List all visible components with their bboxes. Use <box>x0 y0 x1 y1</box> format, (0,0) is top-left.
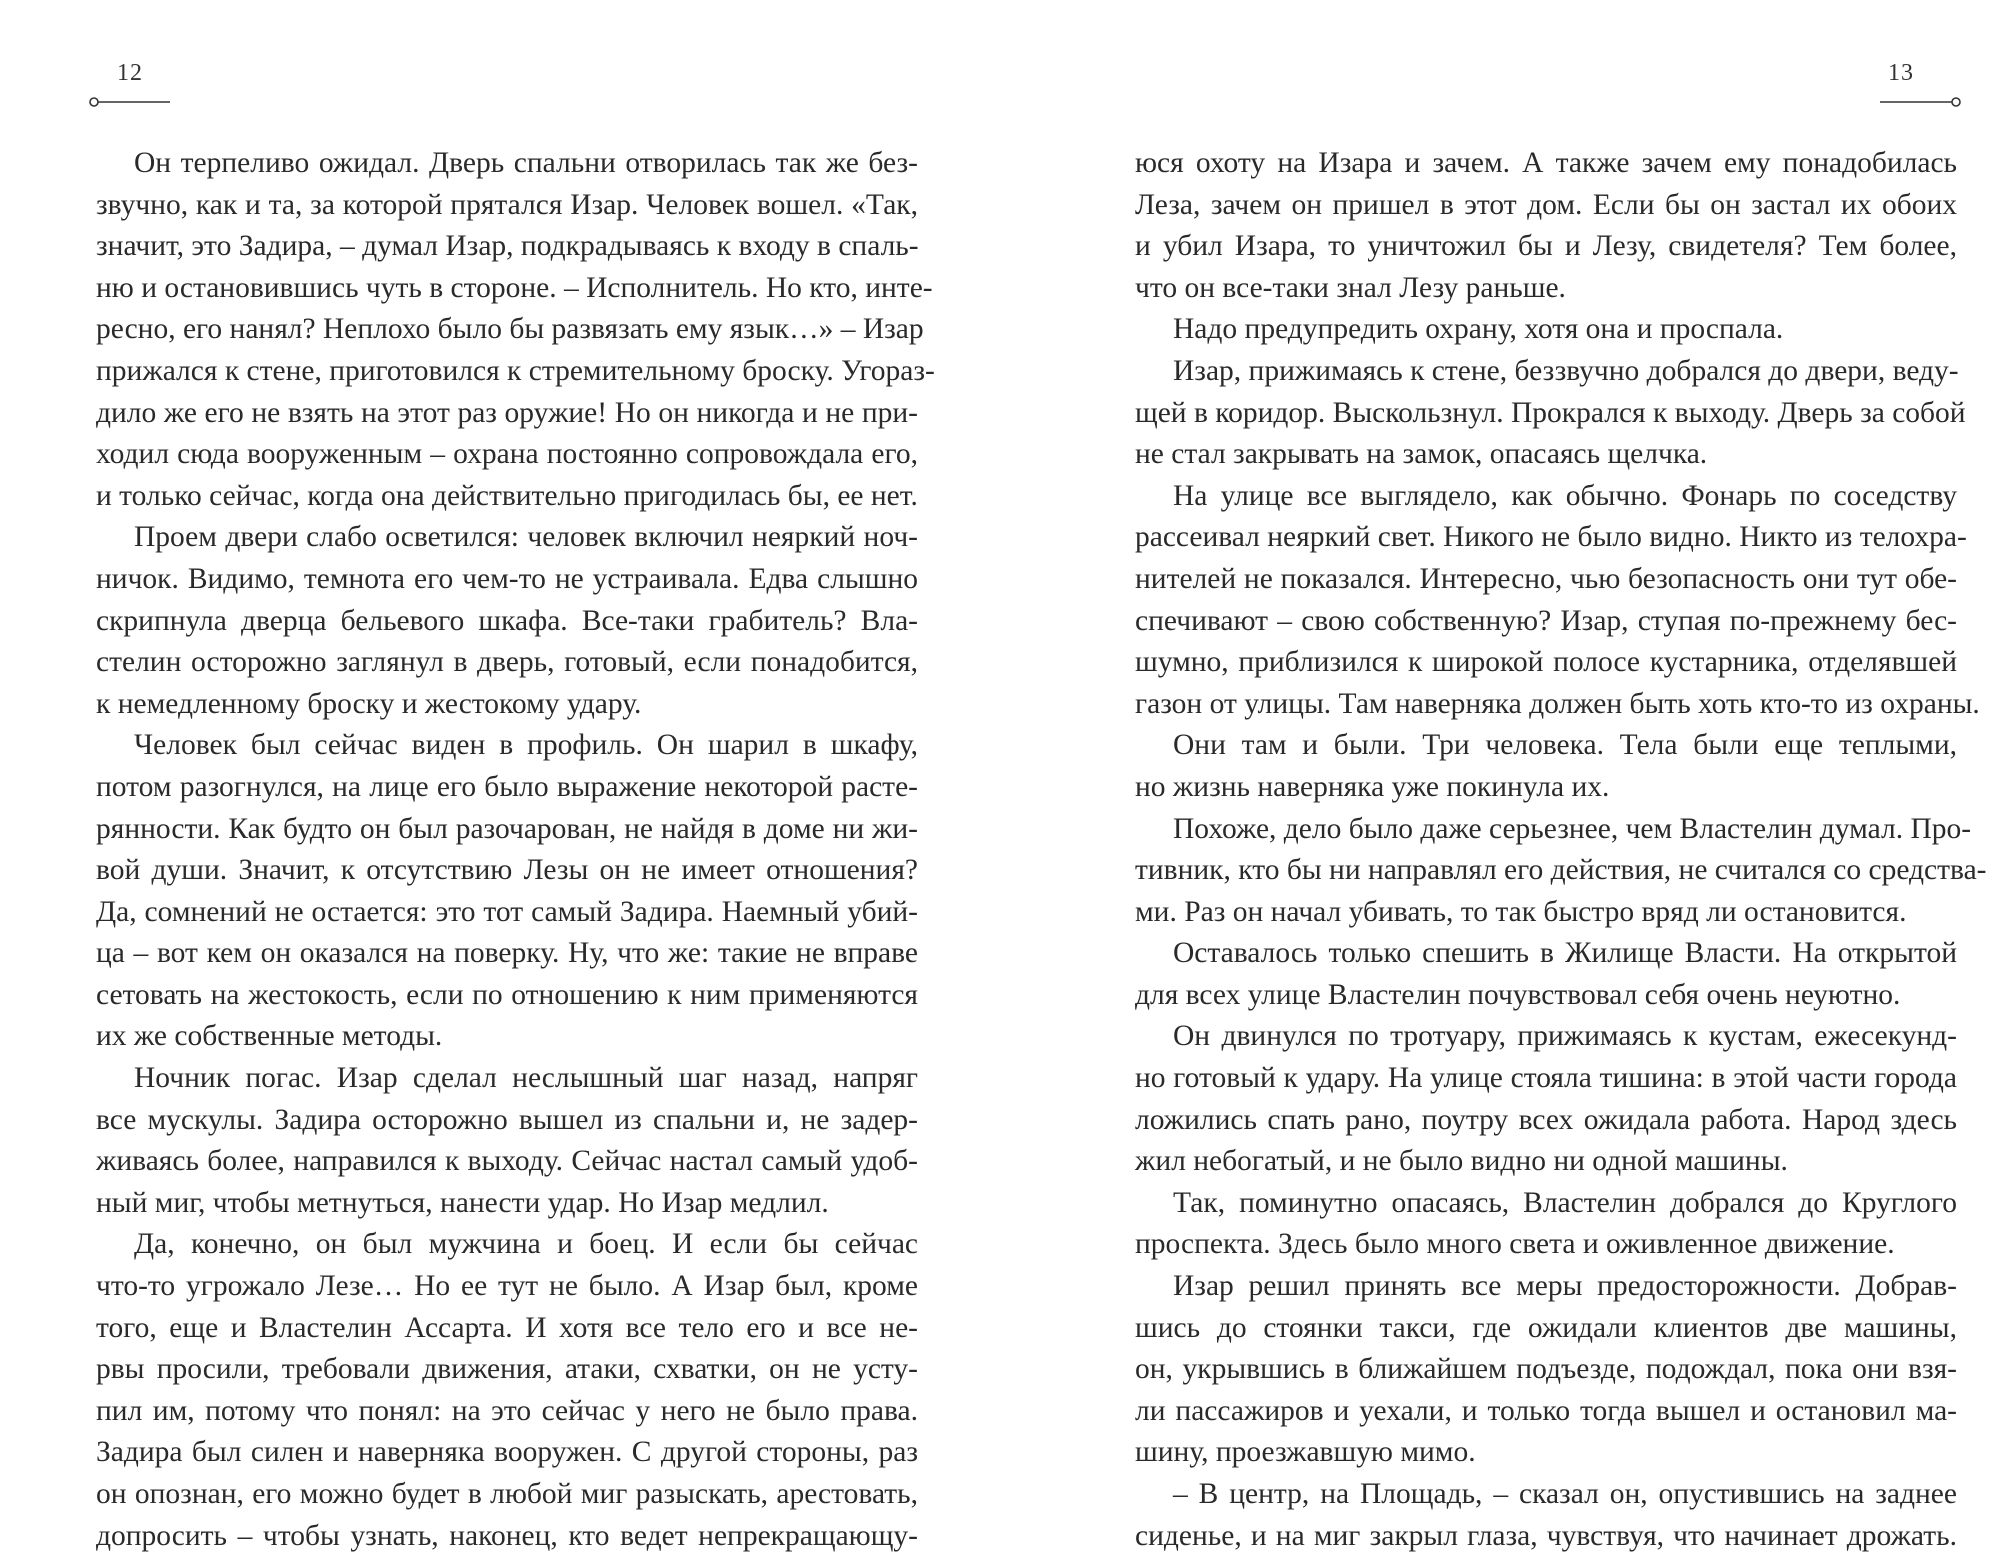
text-line: тивник, кто бы ни направлял его действия, не считался со средства- <box>1135 854 1987 887</box>
text-line: что он все-таки знал Лезу раньше. <box>1135 271 1566 304</box>
text-line: Он терпеливо ожидал. Дверь спальни отворилась так же без- <box>134 147 918 179</box>
text-line: пил им, потому что понял: на это сейчас у него не было права. <box>96 1394 918 1427</box>
text-line: вой души. Значит, к отсутствию Лезы он не имеет отношения? <box>96 854 918 887</box>
text-line: Так, поминутно опасаясь, Властелин добрался до Круглого <box>1173 1186 1957 1219</box>
text-line: он, укрывшись в ближайшем подъезде, подождал, пока они взя- <box>1135 1353 1957 1386</box>
text-line: Задира был силен и наверняка вооружен. С другой стороны, раз <box>96 1436 918 1469</box>
text-line: ню и остановившись чуть в стороне. – Исполнитель. Но кто, инте- <box>96 271 933 304</box>
text-line: проспекта. Здесь было много света и оживленное движение. <box>1135 1228 1895 1261</box>
page-number-left: 12 <box>117 60 143 86</box>
left-page <box>0 0 1000 1552</box>
right-page <box>1000 0 2000 1552</box>
text-line: Они там и были. Три человека. Тела были еще теплыми, <box>1173 729 1957 762</box>
text-line: спечивают – свою собственную? Изар, ступая по-прежнему бес- <box>1135 604 1957 637</box>
text-line: дило же его не взять на этот раз оружие! Но он никогда и не при- <box>96 396 918 429</box>
text-line: рвы просили, требовали движения, атаки, схватки, он не усту- <box>96 1353 918 1386</box>
text-line: щей в коридор. Выскользнул. Прокрался к выходу. Дверь за собой <box>1135 396 1966 429</box>
text-line: их же собственные методы. <box>96 1020 443 1053</box>
text-line: того, еще и Властелин Ассарта. И хотя все тело его и все не- <box>96 1311 918 1344</box>
text-line: Изар решил принять все меры предосторожности. Добрав- <box>1173 1270 1957 1303</box>
text-line: Изар, прижимаясь к стене, беззвучно добрался до двери, веду- <box>1173 354 1959 387</box>
text-line: ресно, его нанял? Неплохо было бы развязать ему язык…» – Изар <box>96 313 924 346</box>
text-line: все мускулы. Задира осторожно вышел из спальни и, не задер- <box>96 1103 918 1136</box>
text-line: ца – вот кем он оказался на поверку. Ну, что же: такие не вправе <box>96 937 918 970</box>
text-line: шись до стоянки такси, где ожидали клиентов две машины, <box>1135 1311 1957 1344</box>
text-line: для всех улице Властелин почувствовал себя очень неуютно. <box>1135 978 1901 1011</box>
text-line: скрипнула дверца бельевого шкафа. Все-таки грабитель? Вла- <box>96 604 918 637</box>
text-line: но готовый к удару. На улице стояла тишина: в этой части города <box>1135 1062 1957 1095</box>
text-line: Леза, зачем он пришел в этот дом. Если бы он застал их обоих <box>1135 188 1957 221</box>
text-line: ничок. Видимо, темнота его чем-то не устраивала. Едва слышно <box>96 562 918 595</box>
text-line: стелин осторожно заглянул в дверь, готовый, если понадобится, <box>96 646 918 679</box>
text-line: Человек был сейчас виден в профиль. Он шарил в шкафу, <box>134 729 918 762</box>
text-line: Да, конечно, он был мужчина и боец. И если бы сейчас <box>134 1228 918 1261</box>
text-line: Да, сомнений не остается: это тот самый Задира. Наемный убий- <box>96 895 918 928</box>
text-line: юся охоту на Изара и зачем. А также зачем ему понадобилась <box>1135 147 1957 179</box>
text-line: шину, проезжавшую мимо. <box>1135 1436 1476 1469</box>
text-line: значит, это Задира, – думал Изар, подкрадываясь к входу в спаль- <box>96 230 919 263</box>
text-line: Оставалось только спешить в Жилище Власти. На открытой <box>1173 937 1957 970</box>
text-line: жил небогатый, и не было видно ни одной машины. <box>1135 1145 1788 1178</box>
text-line: ми. Раз он начал убивать, то так быстро вряд ли остановится. <box>1135 895 1907 928</box>
text-line: не стал закрывать на замок, опасаясь щелчка. <box>1135 438 1708 471</box>
text-line: Проем двери слабо осветился: человек включил неяркий ноч- <box>134 521 918 554</box>
text-line: и убил Изара, то уничтожил бы и Лезу, свидетеля? Тем более, <box>1135 230 1957 263</box>
text-line: ли пассажиров и уехали, и только тогда вышел и остановил ма- <box>1135 1394 1957 1427</box>
text-line: – В центр, на Площадь, – сказал он, опустившись на заднее <box>1173 1478 1957 1510</box>
folio-ornament-left-icon <box>88 96 170 108</box>
text-line: но жизнь наверняка уже покинула их. <box>1135 770 1610 803</box>
text-line: сетовать на жестокость, если по отношению к ним применяются <box>96 978 918 1011</box>
text-line: допросить – чтобы узнать, наконец, кто ведет непрекращающу- <box>96 1519 918 1552</box>
page-number-right: 13 <box>1888 60 1914 86</box>
text-line: Он двинулся по тротуару, прижимаясь к кустам, ежесекунд- <box>1173 1020 1957 1053</box>
text-line: Ночник погас. Изар сделал неслышный шаг назад, напряг <box>134 1062 918 1095</box>
text-line: и только сейчас, когда она действительно пригодилась бы, ее нет. <box>96 479 918 512</box>
text-line: нителей не показался. Интересно, чью безопасность они тут обе- <box>1135 562 1957 595</box>
text-line: ложились спать рано, поутру всех ожидала работа. Народ здесь <box>1135 1103 1957 1136</box>
text-line: что-то угрожало Лезе… Но ее тут не было. А Изар был, кроме <box>96 1270 918 1303</box>
text-line: Надо предупредить охрану, хотя она и проспала. <box>1173 313 1784 346</box>
text-line: Похоже, дело было даже серьезнее, чем Властелин думал. Про- <box>1173 812 1972 845</box>
text-line: рянности. Как будто он был разочарован, не найдя в доме ни жи- <box>96 812 918 845</box>
text-line: к немедленному броску и жестокому удару. <box>96 687 642 720</box>
text-line: рассеивал неяркий свет. Никого не было видно. Никто из телохра- <box>1135 521 1967 554</box>
left-page-text <box>96 143 935 1557</box>
text-line: потом разогнулся, на лице его было выражение некоторой расте- <box>96 770 918 803</box>
text-line: газон от улицы. Там наверняка должен быть хоть кто-то из охраны. <box>1135 687 1980 720</box>
folio-ornament-right-icon <box>1880 96 1962 108</box>
text-line: он опознан, его можно будет в любой миг разыскать, арестовать, <box>96 1478 918 1510</box>
text-line: шумно, приблизился к широкой полосе кустарника, отделявшей <box>1135 646 1957 679</box>
text-line: сиденье, и на миг закрыл глаза, чувствуя, что начинает дрожать. <box>1135 1519 1957 1552</box>
text-line: ный миг, чтобы метнуться, нанести удар. Но Изар медлил. <box>96 1186 829 1219</box>
text-line: ходил сюда вооруженным – охрана постоянно сопровождала его, <box>96 438 918 471</box>
text-line: прижался к стене, приготовился к стремительному броску. Угораз- <box>96 354 935 387</box>
text-line: На улице все выглядело, как обычно. Фонарь по соседству <box>1173 479 1957 512</box>
right-page-text <box>1135 143 1987 1557</box>
text-line: звучно, как и та, за которой прятался Изар. Человек вошел. «Так, <box>96 188 918 221</box>
text-line: живаясь более, направился к выходу. Сейчас настал самый удоб- <box>96 1145 918 1178</box>
